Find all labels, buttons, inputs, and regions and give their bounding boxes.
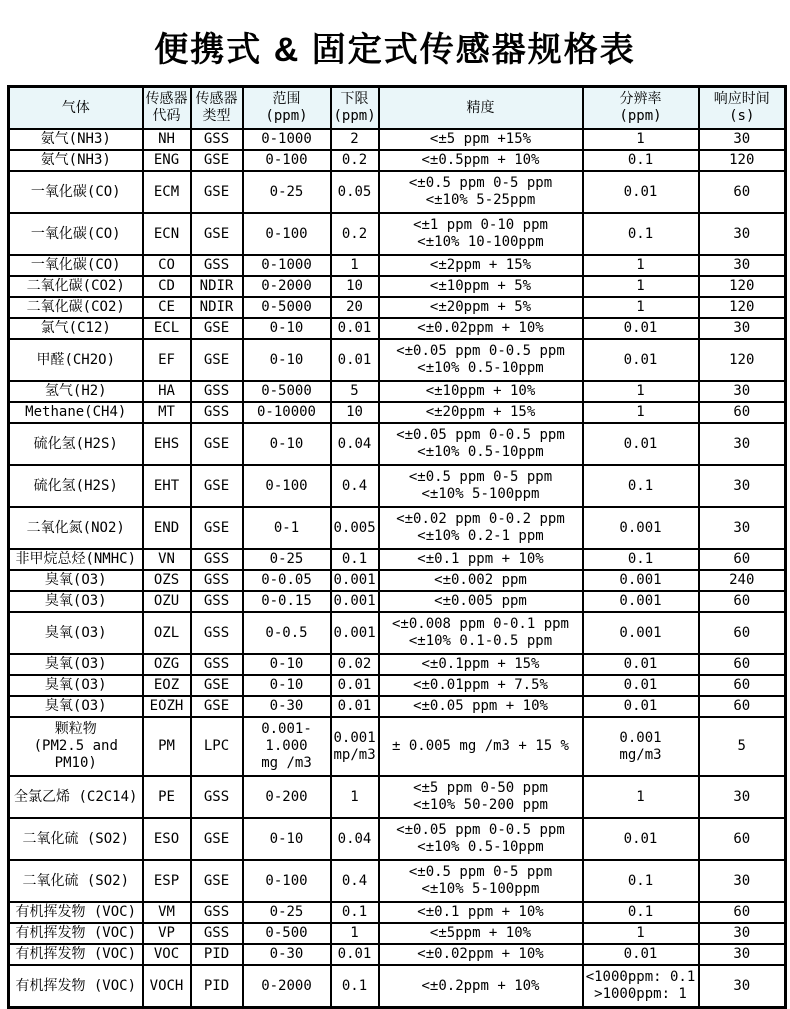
page-title: 便携式 & 固定式传感器规格表 <box>154 31 636 69</box>
cell-range: 0-25 <box>243 171 331 213</box>
cell-code: EOZ <box>143 675 191 696</box>
cell-accuracy: <±5 ppm +15% <box>379 129 583 150</box>
cell-type: NDIR <box>191 276 243 297</box>
cell-accuracy: <±0.02ppm + 10% <box>379 318 583 339</box>
cell-response: 30 <box>699 965 786 1008</box>
sensor-spec-table <box>7 85 787 1009</box>
cell-type: GSS <box>191 591 243 612</box>
cell-response: 30 <box>699 465 786 507</box>
cell-code: VN <box>143 549 191 570</box>
cell-code: CO <box>143 255 191 276</box>
cell-response: 30 <box>699 381 786 402</box>
cell-resolution: 0.1 <box>583 860 699 902</box>
cell-limit: 10 <box>331 276 379 297</box>
cell-response: 60 <box>699 171 786 213</box>
cell-accuracy: <±0.02ppm + 10% <box>379 944 583 965</box>
cell-resolution: 0.001 <box>583 507 699 549</box>
cell-range: 0-2000 <box>243 276 331 297</box>
cell-resolution: 0.001 <box>583 591 699 612</box>
cell-resolution: <1000ppm: 0.1 >1000ppm: 1 <box>583 965 699 1008</box>
cell-code: ESP <box>143 860 191 902</box>
cell-response: 30 <box>699 255 786 276</box>
cell-gas: 有机挥发物 (VOC) <box>9 944 143 965</box>
cell-type: GSE <box>191 171 243 213</box>
cell-type: GSS <box>191 255 243 276</box>
cell-limit: 0.001 mp/m3 <box>331 717 379 776</box>
cell-gas: 颗粒物 (PM2.5 and PM10) <box>9 717 143 776</box>
cell-response: 60 <box>699 902 786 923</box>
cell-code: VP <box>143 923 191 944</box>
cell-type: GSS <box>191 129 243 150</box>
cell-range: 0-0.5 <box>243 612 331 654</box>
table-row <box>9 818 786 860</box>
table-row <box>9 570 786 591</box>
cell-type: GSE <box>191 675 243 696</box>
table-row <box>9 402 786 423</box>
cell-accuracy: <±0.5 ppm 0-5 ppm <±10% 5-100ppm <box>379 860 583 902</box>
cell-limit: 0.01 <box>331 944 379 965</box>
table-row <box>9 423 786 465</box>
cell-code: END <box>143 507 191 549</box>
table-row <box>9 276 786 297</box>
cell-resolution: 1 <box>583 129 699 150</box>
cell-gas: 臭氧(O3) <box>9 570 143 591</box>
cell-accuracy: <±0.5 ppm 0-5 ppm <±10% 5-100ppm <box>379 465 583 507</box>
cell-accuracy: <±0.008 ppm 0-0.1 ppm <±10% 0.1-0.5 ppm <box>379 612 583 654</box>
cell-gas: 臭氧(O3) <box>9 591 143 612</box>
cell-gas: 臭氧(O3) <box>9 696 143 717</box>
header-resolution: 分辨率 (ppm) <box>583 87 699 130</box>
cell-range: 0-100 <box>243 465 331 507</box>
cell-range: 0-100 <box>243 150 331 171</box>
table-row <box>9 318 786 339</box>
cell-limit: 0.4 <box>331 465 379 507</box>
cell-range: 0-2000 <box>243 965 331 1008</box>
cell-response: 5 <box>699 717 786 776</box>
cell-resolution: 0.01 <box>583 318 699 339</box>
cell-resolution: 0.001 <box>583 612 699 654</box>
cell-accuracy: <±0.1ppm + 15% <box>379 654 583 675</box>
cell-limit: 0.2 <box>331 213 379 255</box>
cell-limit: 0.2 <box>331 150 379 171</box>
cell-code: NH <box>143 129 191 150</box>
cell-resolution: 0.01 <box>583 818 699 860</box>
cell-limit: 1 <box>331 923 379 944</box>
cell-accuracy: <±0.05 ppm 0-0.5 ppm <±10% 0.5-10ppm <box>379 339 583 381</box>
cell-limit: 0.1 <box>331 902 379 923</box>
cell-response: 60 <box>699 696 786 717</box>
cell-gas: 氨气(NH3) <box>9 129 143 150</box>
table-row <box>9 549 786 570</box>
cell-limit: 1 <box>331 255 379 276</box>
cell-accuracy: <±10ppm + 10% <box>379 381 583 402</box>
cell-range: 0-5000 <box>243 381 331 402</box>
cell-code: OZL <box>143 612 191 654</box>
cell-range: 0-30 <box>243 696 331 717</box>
cell-accuracy: <±0.05 ppm 0-0.5 ppm <±10% 0.5-10ppm <box>379 423 583 465</box>
cell-limit: 5 <box>331 381 379 402</box>
cell-type: PID <box>191 965 243 1008</box>
cell-type: GSS <box>191 923 243 944</box>
table-row <box>9 150 786 171</box>
cell-limit: 0.1 <box>331 549 379 570</box>
cell-range: 0-10 <box>243 339 331 381</box>
cell-response: 60 <box>699 675 786 696</box>
table-row <box>9 696 786 717</box>
cell-accuracy: <±0.2ppm + 10% <box>379 965 583 1008</box>
cell-type: PID <box>191 944 243 965</box>
table-row <box>9 591 786 612</box>
table-row <box>9 297 786 318</box>
table-row <box>9 255 786 276</box>
table-row <box>9 902 786 923</box>
cell-response: 60 <box>699 818 786 860</box>
header-code: 传感器 代码 <box>143 87 191 130</box>
cell-accuracy: <±0.05 ppm + 10% <box>379 696 583 717</box>
cell-response: 120 <box>699 297 786 318</box>
cell-accuracy: <±2ppm + 15% <box>379 255 583 276</box>
cell-code: OZG <box>143 654 191 675</box>
cell-accuracy: <±0.002 ppm <box>379 570 583 591</box>
cell-type: GSS <box>191 776 243 818</box>
cell-type: LPC <box>191 717 243 776</box>
cell-code: EF <box>143 339 191 381</box>
cell-gas: 二氧化硫 (SO2) <box>9 818 143 860</box>
table-row <box>9 339 786 381</box>
table-row <box>9 129 786 150</box>
cell-response: 30 <box>699 129 786 150</box>
cell-type: GSE <box>191 213 243 255</box>
table-row <box>9 507 786 549</box>
cell-resolution: 0.01 <box>583 696 699 717</box>
cell-accuracy: <±5 ppm 0-50 ppm <±10% 50-200 ppm <box>379 776 583 818</box>
cell-code: VM <box>143 902 191 923</box>
cell-range: 0.001-1.000 mg /m3 <box>243 717 331 776</box>
cell-range: 0-1000 <box>243 129 331 150</box>
cell-limit: 1 <box>331 776 379 818</box>
cell-type: GSS <box>191 654 243 675</box>
cell-code: ESO <box>143 818 191 860</box>
cell-accuracy: <±20ppm + 5% <box>379 297 583 318</box>
cell-code: OZU <box>143 591 191 612</box>
cell-limit: 0.4 <box>331 860 379 902</box>
cell-response: 120 <box>699 150 786 171</box>
cell-range: 0-10 <box>243 818 331 860</box>
cell-accuracy: <±5ppm + 10% <box>379 923 583 944</box>
header-accuracy: 精度 <box>379 87 583 130</box>
table-row <box>9 654 786 675</box>
cell-gas: 臭氧(O3) <box>9 612 143 654</box>
cell-code: HA <box>143 381 191 402</box>
cell-type: GSE <box>191 150 243 171</box>
cell-gas: 有机挥发物 (VOC) <box>9 965 143 1008</box>
cell-range: 0-10 <box>243 654 331 675</box>
cell-gas: 有机挥发物 (VOC) <box>9 902 143 923</box>
cell-type: GSS <box>191 549 243 570</box>
cell-limit: 0.001 <box>331 591 379 612</box>
cell-gas: 臭氧(O3) <box>9 675 143 696</box>
cell-resolution: 0.01 <box>583 944 699 965</box>
cell-type: GSE <box>191 318 243 339</box>
cell-resolution: 1 <box>583 923 699 944</box>
cell-response: 120 <box>699 276 786 297</box>
cell-limit: 0.001 <box>331 612 379 654</box>
cell-resolution: 0.001 mg/m3 <box>583 717 699 776</box>
table-row <box>9 381 786 402</box>
cell-limit: 0.001 <box>331 570 379 591</box>
cell-limit: 0.01 <box>331 675 379 696</box>
cell-gas: 硫化氢(H2S) <box>9 423 143 465</box>
cell-resolution: 0.1 <box>583 549 699 570</box>
cell-resolution: 0.1 <box>583 213 699 255</box>
cell-response: 30 <box>699 213 786 255</box>
cell-gas: 一氧化碳(CO) <box>9 255 143 276</box>
cell-code: ECM <box>143 171 191 213</box>
cell-resolution: 0.001 <box>583 570 699 591</box>
table-row <box>9 860 786 902</box>
cell-type: GSE <box>191 423 243 465</box>
cell-type: GSE <box>191 507 243 549</box>
table-row <box>9 612 786 654</box>
cell-accuracy: ± 0.005 mg /m3 + 15 % <box>379 717 583 776</box>
cell-range: 0-1000 <box>243 255 331 276</box>
cell-code: ECL <box>143 318 191 339</box>
cell-range: 0-25 <box>243 549 331 570</box>
cell-limit: 0.1 <box>331 965 379 1008</box>
cell-range: 0-10 <box>243 675 331 696</box>
cell-resolution: 0.1 <box>583 150 699 171</box>
header-limit: 下限 (ppm) <box>331 87 379 130</box>
cell-code: CE <box>143 297 191 318</box>
cell-resolution: 1 <box>583 776 699 818</box>
cell-code: MT <box>143 402 191 423</box>
cell-range: 0-1 <box>243 507 331 549</box>
cell-gas: 臭氧(O3) <box>9 654 143 675</box>
cell-limit: 10 <box>331 402 379 423</box>
cell-code: EHS <box>143 423 191 465</box>
cell-code: PM <box>143 717 191 776</box>
cell-range: 0-100 <box>243 860 331 902</box>
table-row <box>9 465 786 507</box>
cell-type: GSE <box>191 818 243 860</box>
table-row <box>9 944 786 965</box>
cell-type: GSE <box>191 339 243 381</box>
cell-code: VOC <box>143 944 191 965</box>
cell-accuracy: <±0.01ppm + 7.5% <box>379 675 583 696</box>
cell-gas: 甲醛(CH2O) <box>9 339 143 381</box>
cell-accuracy: <±0.1 ppm + 10% <box>379 902 583 923</box>
cell-limit: 2 <box>331 129 379 150</box>
cell-response: 240 <box>699 570 786 591</box>
cell-accuracy: <±10ppm + 5% <box>379 276 583 297</box>
cell-gas: 氨气(NH3) <box>9 150 143 171</box>
cell-range: 0-0.15 <box>243 591 331 612</box>
cell-resolution: 0.01 <box>583 171 699 213</box>
cell-response: 30 <box>699 776 786 818</box>
table-row <box>9 965 786 1008</box>
cell-limit: 0.01 <box>331 696 379 717</box>
cell-resolution: 0.01 <box>583 339 699 381</box>
cell-range: 0-500 <box>243 923 331 944</box>
cell-response: 30 <box>699 507 786 549</box>
cell-code: CD <box>143 276 191 297</box>
table-row <box>9 776 786 818</box>
cell-code: PE <box>143 776 191 818</box>
cell-limit: 0.02 <box>331 654 379 675</box>
cell-type: GSS <box>191 381 243 402</box>
cell-response: 60 <box>699 654 786 675</box>
cell-resolution: 1 <box>583 297 699 318</box>
header-gas: 气体 <box>9 87 143 130</box>
cell-response: 30 <box>699 923 786 944</box>
cell-code: OZS <box>143 570 191 591</box>
cell-resolution: 1 <box>583 255 699 276</box>
cell-gas: 硫化氢(H2S) <box>9 465 143 507</box>
cell-resolution: 1 <box>583 402 699 423</box>
cell-response: 30 <box>699 318 786 339</box>
header-type: 传感器 类型 <box>191 87 243 130</box>
table-row <box>9 675 786 696</box>
cell-gas: 一氧化碳(CO) <box>9 171 143 213</box>
cell-accuracy: <±0.1 ppm + 10% <box>379 549 583 570</box>
cell-limit: 0.04 <box>331 818 379 860</box>
cell-range: 0-30 <box>243 944 331 965</box>
cell-gas: 氢气(H2) <box>9 381 143 402</box>
cell-code: EOZH <box>143 696 191 717</box>
header-response: 响应时间 (s) <box>699 87 786 130</box>
cell-code: ECN <box>143 213 191 255</box>
cell-response: 60 <box>699 549 786 570</box>
cell-resolution: 0.01 <box>583 654 699 675</box>
cell-response: 60 <box>699 591 786 612</box>
cell-resolution: 0.01 <box>583 675 699 696</box>
cell-response: 30 <box>699 860 786 902</box>
cell-gas: 有机挥发物 (VOC) <box>9 923 143 944</box>
cell-gas: 二氧化硫 (SO2) <box>9 860 143 902</box>
table-row <box>9 213 786 255</box>
cell-accuracy: <±0.005 ppm <box>379 591 583 612</box>
cell-type: GSE <box>191 465 243 507</box>
cell-range: 0-0.05 <box>243 570 331 591</box>
cell-range: 0-10 <box>243 318 331 339</box>
cell-range: 0-200 <box>243 776 331 818</box>
cell-limit: 0.005 <box>331 507 379 549</box>
cell-accuracy: <±0.02 ppm 0-0.2 ppm <±10% 0.2-1 ppm <box>379 507 583 549</box>
header-range: 范围 (ppm) <box>243 87 331 130</box>
cell-accuracy: <±0.05 ppm 0-0.5 ppm <±10% 0.5-10ppm <box>379 818 583 860</box>
cell-range: 0-100 <box>243 213 331 255</box>
cell-limit: 0.01 <box>331 339 379 381</box>
table-row <box>9 717 786 776</box>
cell-resolution: 1 <box>583 276 699 297</box>
cell-resolution: 0.01 <box>583 423 699 465</box>
cell-resolution: 1 <box>583 381 699 402</box>
cell-range: 0-10000 <box>243 402 331 423</box>
cell-gas: 全氯乙烯 (C2C14) <box>9 776 143 818</box>
table-header-row <box>9 87 786 130</box>
cell-type: NDIR <box>191 297 243 318</box>
cell-limit: 0.01 <box>331 318 379 339</box>
cell-range: 0-5000 <box>243 297 331 318</box>
cell-response: 30 <box>699 944 786 965</box>
cell-response: 60 <box>699 402 786 423</box>
cell-limit: 20 <box>331 297 379 318</box>
cell-type: GSS <box>191 612 243 654</box>
cell-resolution: 0.1 <box>583 465 699 507</box>
cell-type: GSS <box>191 902 243 923</box>
cell-response: 120 <box>699 339 786 381</box>
cell-accuracy: <±0.5 ppm 0-5 ppm <±10% 5-25ppm <box>379 171 583 213</box>
cell-range: 0-10 <box>243 423 331 465</box>
cell-gas: 二氧化碳(CO2) <box>9 297 143 318</box>
cell-type: GSE <box>191 696 243 717</box>
cell-gas: 二氧化碳(CO2) <box>9 276 143 297</box>
cell-response: 60 <box>699 612 786 654</box>
cell-accuracy: <±0.5ppm + 10% <box>379 150 583 171</box>
cell-type: GSS <box>191 570 243 591</box>
cell-limit: 0.05 <box>331 171 379 213</box>
cell-gas: 二氧化氮(NO2) <box>9 507 143 549</box>
cell-accuracy: <±20ppm + 15% <box>379 402 583 423</box>
cell-range: 0-25 <box>243 902 331 923</box>
cell-code: EHT <box>143 465 191 507</box>
cell-resolution: 0.1 <box>583 902 699 923</box>
cell-response: 30 <box>699 423 786 465</box>
cell-code: ENG <box>143 150 191 171</box>
cell-limit: 0.04 <box>331 423 379 465</box>
cell-type: GSS <box>191 402 243 423</box>
cell-gas: 非甲烷总烃(NMHC) <box>9 549 143 570</box>
cell-gas: 氯气(C12) <box>9 318 143 339</box>
cell-gas: Methane(CH4) <box>9 402 143 423</box>
cell-gas: 一氧化碳(CO) <box>9 213 143 255</box>
cell-type: GSE <box>191 860 243 902</box>
table-row <box>9 171 786 213</box>
cell-accuracy: <±1 ppm 0-10 ppm <±10% 10-100ppm <box>379 213 583 255</box>
cell-code: VOCH <box>143 965 191 1008</box>
